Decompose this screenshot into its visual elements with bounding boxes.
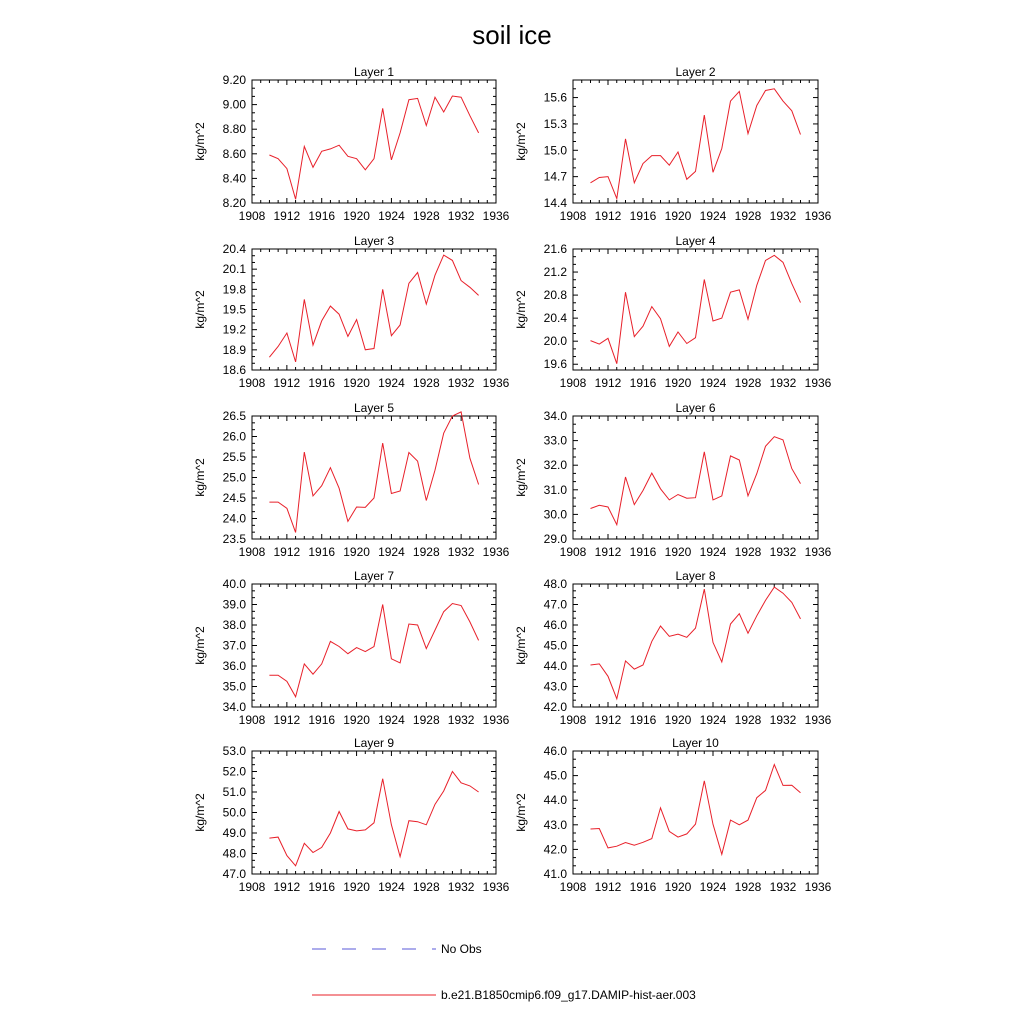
y-tick-label: 39.0	[222, 597, 246, 612]
y-tick-label: 19.5	[222, 302, 246, 317]
y-tick-label: 25.5	[222, 450, 246, 464]
x-tick-label: 1912	[273, 713, 301, 727]
x-tick-label: 1928	[734, 880, 762, 894]
x-tick-label: 1928	[734, 545, 762, 559]
y-tick-label: 20.4	[222, 242, 246, 256]
x-tick-label: 1920	[343, 713, 370, 727]
y-tick-label: 31.0	[543, 482, 567, 497]
y-axis-label: kg/m^2	[193, 122, 207, 161]
y-tick-label: 15.3	[543, 116, 567, 131]
x-tick-label: 1924	[699, 713, 727, 727]
y-tick-label: 8.60	[222, 146, 246, 161]
y-tick-label: 46.0	[543, 744, 567, 758]
y-tick-label: 35.0	[222, 679, 246, 694]
x-tick-label: 1936	[804, 376, 832, 390]
x-tick-label: 1916	[629, 713, 657, 727]
x-tick-label: 1920	[343, 545, 370, 559]
x-tick-label: 1936	[482, 376, 510, 390]
x-tick-label: 1924	[378, 880, 405, 894]
x-tick-label: 1908	[238, 713, 266, 727]
y-tick-label: 42.0	[543, 700, 567, 714]
y-tick-label: 25.0	[222, 470, 246, 485]
y-tick-label: 51.0	[222, 785, 246, 799]
x-tick-label: 1916	[308, 376, 336, 390]
x-tick-label: 1912	[594, 545, 622, 559]
x-tick-label: 1916	[629, 376, 657, 390]
x-tick-label: 1932	[447, 713, 475, 727]
x-tick-label: 1928	[412, 209, 440, 223]
x-tick-label: 1916	[308, 545, 336, 559]
x-tick-label: 1920	[664, 545, 692, 559]
y-tick-label: 30.0	[543, 507, 567, 522]
y-axis-label: kg/m^2	[193, 290, 207, 329]
panel-title: Layer 10	[672, 736, 719, 750]
x-tick-label: 1932	[447, 880, 475, 894]
y-tick-label: 48.0	[222, 846, 246, 861]
panel-title: Layer 3	[353, 234, 395, 248]
y-tick-label: 15.6	[543, 90, 567, 105]
y-tick-label: 48.0	[543, 577, 567, 591]
x-tick-label: 1908	[238, 880, 266, 894]
y-axis-label: kg/m^2	[514, 626, 528, 665]
panel-title: Layer 6	[675, 401, 716, 415]
panel-title: Layer 5	[353, 401, 395, 415]
y-tick-label: 45.0	[543, 638, 567, 653]
y-tick-label: 14.4	[543, 196, 567, 210]
x-tick-label: 1908	[238, 376, 266, 390]
y-tick-label: 38.0	[222, 618, 246, 632]
y-tick-label: 19.6	[543, 357, 567, 372]
x-tick-label: 1928	[734, 713, 762, 727]
x-tick-label: 1916	[308, 209, 336, 223]
panel-layer-6	[514, 401, 832, 559]
x-tick-label: 1924	[699, 880, 727, 894]
x-tick-label: 1920	[664, 880, 692, 894]
y-tick-label: 47.0	[222, 867, 246, 881]
y-tick-label: 8.20	[222, 196, 246, 210]
x-tick-label: 1928	[412, 880, 440, 894]
x-tick-label: 1908	[238, 545, 266, 559]
panel-layer-9	[193, 736, 510, 894]
legend-label-model: b.e21.B1850cmip6.f09_g17.DAMIP-hist-aer.003	[441, 988, 696, 1002]
x-tick-label: 1932	[447, 209, 475, 223]
y-tick-label: 18.6	[222, 363, 246, 377]
y-axis-label: kg/m^2	[193, 458, 207, 497]
x-tick-label: 1920	[664, 209, 692, 223]
series-line-model	[591, 89, 801, 199]
y-tick-label: 44.0	[543, 793, 567, 808]
x-tick-label: 1920	[343, 376, 370, 390]
panel-layer-7	[193, 569, 510, 727]
y-tick-label: 45.0	[543, 768, 567, 783]
x-tick-label: 1908	[238, 209, 266, 223]
x-tick-label: 1932	[769, 880, 797, 894]
x-tick-label: 1908	[559, 545, 587, 559]
x-tick-label: 1912	[594, 209, 622, 223]
panel-title: Layer 1	[353, 65, 395, 79]
panel-layer-1	[193, 65, 510, 223]
y-tick-label: 20.4	[543, 311, 567, 326]
x-tick-label: 1920	[664, 376, 692, 390]
series-line-model	[269, 96, 478, 199]
y-tick-label: 42.0	[543, 842, 567, 857]
y-tick-label: 8.40	[222, 171, 246, 186]
panels-group	[193, 65, 832, 894]
panel-frame	[252, 249, 496, 370]
y-tick-label: 15.0	[543, 143, 567, 158]
x-tick-label: 1924	[378, 713, 405, 727]
y-tick-label: 32.0	[543, 458, 567, 473]
x-tick-label: 1936	[482, 880, 510, 894]
y-tick-label: 36.0	[222, 659, 246, 673]
x-tick-label: 1924	[378, 209, 405, 223]
x-tick-label: 1920	[664, 713, 692, 727]
panel-layer-2	[514, 65, 832, 223]
series-line-model	[269, 772, 478, 866]
panel-layer-10	[514, 736, 832, 894]
panel-layer-5	[193, 401, 510, 559]
y-tick-label: 8.80	[222, 122, 246, 137]
y-tick-label: 41.0	[543, 867, 567, 881]
panel-layer-8	[514, 569, 832, 727]
x-tick-label: 1936	[804, 880, 832, 894]
y-axis-label: kg/m^2	[193, 793, 207, 832]
panel-layer-3	[193, 234, 510, 390]
x-tick-label: 1924	[378, 376, 405, 390]
y-tick-label: 33.0	[543, 433, 567, 448]
panel-frame	[252, 80, 496, 203]
y-tick-label: 43.0	[543, 817, 567, 832]
x-tick-label: 1932	[447, 376, 475, 390]
x-tick-label: 1924	[699, 209, 727, 223]
x-tick-label: 1924	[699, 376, 727, 390]
x-tick-label: 1908	[559, 713, 587, 727]
panel-title: Layer 2	[675, 65, 716, 79]
x-tick-label: 1932	[769, 713, 797, 727]
y-tick-label: 23.5	[222, 532, 246, 546]
y-tick-label: 29.0	[543, 532, 567, 546]
series-line-model	[269, 412, 478, 533]
y-tick-label: 37.0	[222, 638, 246, 653]
legend-label-no-obs: No Obs	[441, 942, 482, 956]
legend	[312, 942, 696, 1002]
x-tick-label: 1912	[273, 880, 301, 894]
y-tick-label: 24.0	[222, 511, 246, 526]
series-line-model	[269, 604, 478, 697]
x-tick-label: 1916	[308, 880, 336, 894]
y-tick-label: 49.0	[222, 826, 246, 840]
x-tick-label: 1936	[482, 545, 510, 559]
y-axis-label: kg/m^2	[514, 793, 528, 832]
x-tick-label: 1916	[629, 880, 657, 894]
x-tick-label: 1916	[308, 713, 336, 727]
y-tick-label: 52.0	[222, 764, 246, 779]
y-axis-label: kg/m^2	[193, 626, 207, 665]
x-tick-label: 1912	[594, 713, 622, 727]
panel-layer-4	[514, 234, 832, 390]
y-tick-label: 43.0	[543, 679, 567, 694]
y-tick-label: 19.8	[222, 282, 246, 297]
x-tick-label: 1912	[594, 376, 622, 390]
x-tick-label: 1912	[594, 880, 622, 894]
x-tick-label: 1920	[343, 880, 370, 894]
y-tick-label: 26.5	[222, 409, 246, 423]
panel-title: Layer 7	[353, 569, 395, 583]
x-tick-label: 1912	[273, 209, 301, 223]
x-tick-label: 1916	[629, 545, 657, 559]
panel-title: Layer 8	[675, 569, 716, 583]
y-tick-label: 21.2	[543, 265, 567, 280]
panel-frame	[252, 751, 496, 874]
y-tick-label: 9.00	[222, 97, 246, 112]
y-tick-label: 34.0	[222, 700, 246, 714]
x-tick-label: 1928	[412, 376, 440, 390]
y-tick-label: 40.0	[222, 577, 246, 591]
y-tick-label: 24.5	[222, 491, 246, 505]
x-tick-label: 1932	[769, 376, 797, 390]
x-tick-label: 1936	[482, 713, 510, 727]
panel-frame	[573, 584, 818, 707]
panel-frame	[573, 751, 818, 874]
x-tick-label: 1928	[734, 209, 762, 223]
x-tick-label: 1936	[482, 209, 510, 223]
panel-frame	[252, 416, 496, 539]
y-axis-label: kg/m^2	[514, 122, 528, 161]
x-tick-label: 1928	[412, 545, 440, 559]
y-tick-label: 53.0	[222, 744, 246, 758]
x-tick-label: 1908	[559, 209, 587, 223]
y-tick-label: 20.0	[543, 334, 567, 349]
x-tick-label: 1932	[769, 545, 797, 559]
x-tick-label: 1912	[273, 376, 301, 390]
x-tick-label: 1936	[804, 209, 832, 223]
y-tick-label: 20.1	[222, 262, 246, 277]
series-line-model	[269, 255, 478, 362]
y-tick-label: 14.7	[543, 169, 567, 184]
panel-title: Layer 4	[675, 234, 716, 248]
figure-title: soil ice	[472, 20, 552, 50]
panel-frame	[573, 416, 818, 539]
y-tick-label: 19.2	[222, 322, 246, 337]
x-tick-label: 1908	[559, 376, 587, 390]
y-axis-label: kg/m^2	[514, 290, 528, 329]
x-tick-label: 1928	[412, 713, 440, 727]
series-line-model	[591, 587, 801, 699]
x-tick-label: 1924	[699, 545, 727, 559]
x-tick-label: 1920	[343, 209, 370, 223]
x-tick-label: 1912	[273, 545, 301, 559]
y-tick-label: 44.0	[543, 659, 567, 673]
y-tick-label: 46.0	[543, 618, 567, 632]
y-tick-label: 50.0	[222, 805, 246, 820]
y-tick-label: 20.8	[543, 288, 567, 303]
series-line-model	[591, 255, 801, 363]
x-tick-label: 1936	[804, 545, 832, 559]
series-line-model	[591, 765, 801, 855]
series-line-model	[591, 437, 801, 525]
y-tick-label: 9.20	[222, 73, 246, 87]
x-tick-label: 1932	[447, 545, 475, 559]
y-tick-label: 47.0	[543, 597, 567, 612]
x-tick-label: 1936	[804, 713, 832, 727]
x-tick-label: 1908	[559, 880, 587, 894]
x-tick-label: 1928	[734, 376, 762, 390]
panel-title: Layer 9	[353, 736, 395, 750]
x-tick-label: 1932	[769, 209, 797, 223]
y-tick-label: 21.6	[543, 242, 567, 256]
y-axis-label: kg/m^2	[514, 458, 528, 497]
y-tick-label: 26.0	[222, 429, 246, 444]
x-tick-label: 1924	[378, 545, 405, 559]
y-tick-label: 18.9	[222, 342, 246, 357]
y-tick-label: 34.0	[543, 409, 567, 423]
panel-frame	[573, 249, 818, 370]
x-tick-label: 1916	[629, 209, 657, 223]
